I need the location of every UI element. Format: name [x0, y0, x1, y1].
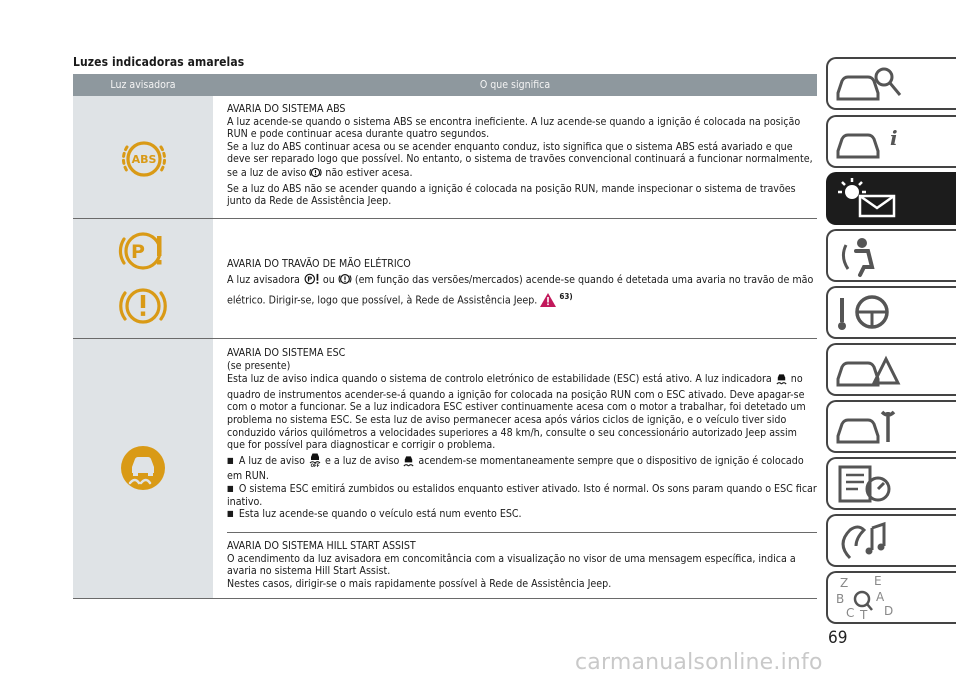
tab-knowing-your-vehicle[interactable]	[826, 57, 956, 110]
tab-servicing-maintenance[interactable]	[826, 400, 956, 453]
esc-paragraph: Esta luz de aviso indica quando o sistema de controlo eletrónico de estabilidade (ESC) está ativo. A luz indicadora no quadro de instrumentos acender-se-á quando a ignição for colocada na posição RUN com o ESC ativado. Deve apagar-se com o motor a funcionar. Se a luz indicadora ESC estiver continuamente acesa com o motor a trabalhar, foi detetado um problema no sistema ESC. Se esta luz de aviso permanecer acesa após vários ciclos de ignição, e o veículo tiver sido conduzido vários quilómetros a velocidades superiores a 48 km/h, consulte o seu concessionário autorizado Jeep assim que for possível para diagnosticar e corrigir o problema.	[227, 373, 806, 452]
brake-system-fault-icon	[118, 281, 168, 335]
brake-inline-icon	[338, 272, 352, 291]
section-title: Luzes indicadoras amarelas	[73, 55, 245, 69]
table-header	[73, 74, 817, 96]
abs-paragraph-2: Se a luz do ABS continuar acesa ou se acender enquanto conduz, isto significa que o sistema ABS está avariado e que deve ser reparado logo que possível. No entanto, o sistema de travões convencional continuará a funcionar normalmente, se a luz de aviso não estiver acesa.	[227, 141, 817, 183]
esc-off-inline-icon	[308, 452, 322, 471]
row-divider	[73, 338, 817, 339]
tab-starting-driving[interactable]	[826, 286, 956, 339]
svg-text:C: C	[846, 606, 855, 620]
steering-wheel-icon	[828, 288, 908, 336]
tab-multimedia[interactable]	[826, 514, 956, 567]
column-header-meaning: O que significa	[479, 79, 551, 91]
hsa-paragraph-1: O acendimento da luz avisadora em concomitância com a visualização no visor de uma mensagem específica, indica a avaria no sistema Hill Start Assist.	[227, 552, 796, 578]
car-key-icon	[828, 59, 908, 107]
hsa-paragraph-2: Nestes casos, dirigir-se o mais rapidamente possível à Rede de Assistência Jeep.	[227, 577, 612, 590]
svg-text:B: B	[836, 592, 845, 606]
svg-text:E: E	[874, 574, 882, 588]
tab-warning-lights[interactable]	[826, 172, 956, 225]
esc-inline-icon	[775, 372, 788, 389]
esc-bullet-2: ■ O sistema ESC emitirá zumbidos ou estalidos enquanto estiver ativado. Isto é normal. Os sons param quando o ESC ficar inativo.	[227, 483, 817, 508]
abs-paragraph-1: A luz acende-se quando o sistema ABS se encontra ineficiente. A luz acende-se quando a ignição é colocada na posição RUN e pode continuar acesa durante quatro segundos.	[227, 115, 801, 141]
hsa-description	[227, 540, 817, 590]
epb-description	[227, 257, 817, 311]
svg-text:P: P	[131, 241, 145, 263]
esc-bullet-3: ■ Esta luz acende-se quando o veículo está num evento ESC.	[227, 508, 817, 521]
tab-index[interactable]	[826, 571, 956, 624]
parking-brake-fault-icon	[118, 226, 168, 280]
esc-description	[227, 347, 817, 521]
tab-technical-specifications[interactable]	[826, 457, 956, 510]
abs-title: AVARIA DO SISTEMA ABS	[227, 103, 346, 115]
row-divider	[227, 532, 817, 533]
danger-triangle-icon	[540, 293, 556, 312]
esc-title: AVARIA DO SISTEMA ESC	[227, 347, 346, 359]
esc-inline-icon	[402, 454, 415, 471]
reference-note: 63)	[559, 292, 573, 301]
abs-paragraph-3: Se a luz do ABS não se acender quando a ignição é colocada na posição RUN, mande inspecionar o sistema de travões junto da Rede de Assistência Jeep.	[227, 182, 796, 208]
epb-paragraph: A luz avisadora P ou (em função das versões/mercados) acende-se quando é detetada uma avaria no travão de mão elétrico. Dirigir-se, logo que possível, à Rede de Assistência Jeep. $^{63)}$	[227, 272, 817, 312]
svg-text:P: P	[307, 275, 313, 284]
car-info-icon	[828, 117, 908, 165]
watermark: carmanualsonline.info	[575, 650, 823, 675]
tab-instrument-panel[interactable]	[826, 115, 956, 168]
abs-description	[227, 103, 817, 208]
svg-text:i: i	[890, 126, 898, 150]
svg-text:Z: Z	[840, 576, 849, 590]
page-number: 69	[828, 628, 848, 648]
svg-text:ABS: ABS	[131, 153, 157, 166]
abs-warning-icon	[120, 135, 168, 187]
multimedia-icon	[828, 516, 908, 564]
row-divider	[73, 218, 817, 219]
svg-text:A: A	[876, 590, 885, 604]
esc-warning-icon	[117, 442, 169, 498]
column-header-warning-light: Luz avisadora	[110, 79, 176, 91]
tab-emergency[interactable]	[826, 343, 956, 396]
svg-text:OFF: OFF	[310, 462, 320, 467]
specifications-gauge-icon	[828, 459, 908, 507]
svg-text:D: D	[884, 604, 894, 618]
parking-brake-inline-icon	[303, 272, 320, 291]
car-wrench-icon	[828, 402, 908, 450]
tab-safety[interactable]	[826, 229, 956, 282]
epb-title: AVARIA DO TRAVÃO DE MÃO ELÉTRICO	[227, 258, 411, 270]
brake-warning-inline-icon	[309, 166, 322, 183]
esc-bullet-1: ■ A luz de aviso OFF e a luz de aviso acendem-se momentaneamente sempre que o dispositivo de ignição é colocado em RUN.	[227, 452, 817, 483]
airbag-person-icon	[828, 231, 908, 279]
table-bottom-rule	[73, 598, 817, 599]
warning-light-message-icon	[828, 174, 908, 222]
hsa-title: AVARIA DO SISTEMA HILL START ASSIST	[227, 540, 416, 552]
svg-text:T: T	[860, 608, 868, 621]
alphabetical-index-icon	[828, 573, 908, 621]
esc-subtitle: (se presente)	[227, 359, 291, 372]
car-warning-triangle-icon	[828, 345, 908, 393]
